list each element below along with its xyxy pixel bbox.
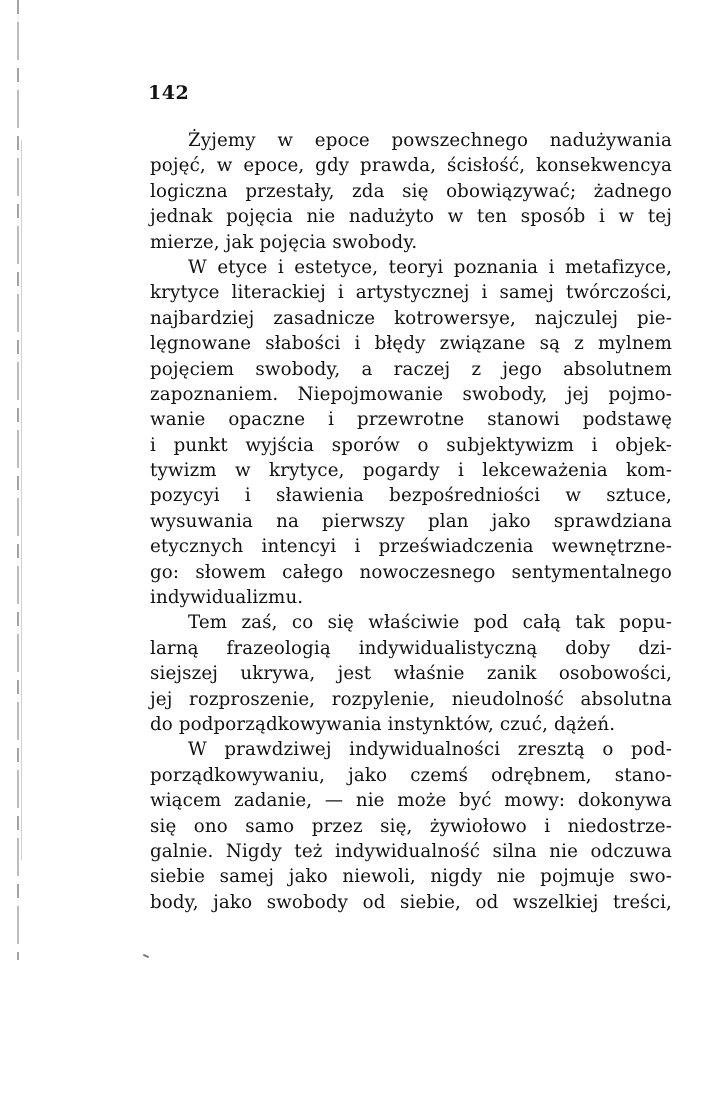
text-line: najbardziej zasadnicze kotrowersye, najczulej pie- — [150, 307, 672, 329]
text-line: siejszej ukrywa, jest właśnie zanik osobowości, — [150, 663, 672, 685]
text-line: wysuwania na pierwszy plan jako sprawdziana — [150, 510, 672, 532]
text-line: W etyce i estetyce, teoryi poznania i metafizyce, — [188, 256, 672, 278]
text-line: się ono samo przez się, żywiołowo i niedostrze- — [150, 815, 672, 837]
text-line: wiącem zadanie, — nie może być mowy: dokonywa — [150, 790, 672, 812]
text-line: porządkowywaniu, jako czemś odrębnem, stano- — [150, 764, 672, 786]
text-line: zapoznaniem. Niepojmowanie swobody, jej pojmo- — [150, 383, 672, 405]
text-line: go: słowem całego nowoczesnego sentymentalnego — [150, 561, 672, 583]
text-line: krytyce literackiej i artystycznej i samej twórczości, — [150, 282, 672, 304]
text-line: larną frazeologią indywidualistyczną doby dzi- — [150, 637, 672, 659]
scan-speck — [143, 954, 149, 958]
text-line: W prawdziwej indywidualności zresztą o pod- — [188, 739, 672, 761]
text-line: logiczna przestały, zda się obowiązywać; żadnego — [150, 180, 672, 202]
scan-gutter-edge — [17, 0, 19, 960]
text-line: mierze, jak pojęcia swobody. — [150, 231, 418, 253]
text-line: siebie samej jako niewoli, nigdy nie pojmuje swo- — [150, 866, 672, 888]
text-line: indywidualizmu. — [150, 587, 304, 609]
body-text — [150, 128, 672, 915]
text-line: lęgnowane słabości i błędy związane są z mylnem — [150, 333, 672, 355]
text-line: wanie opaczne i przewrotne stanowi podstawę — [150, 409, 672, 431]
scan-gutter-line — [21, 140, 22, 860]
text-line: Tem zaś, co się właściwie pod całą tak popu- — [188, 612, 672, 634]
page-number: 142 — [148, 82, 190, 104]
text-line: do podporządkowywania instynktów, czuć, dążeń. — [150, 713, 616, 735]
text-line: tywizm w krytyce, pogardy i lekceważenia kom- — [150, 460, 672, 482]
text-line: galnie. Nigdy też indywidualność silna nie odczuwa — [150, 840, 672, 862]
text-line: jednak pojęcia nie nadużyto w ten sposób i w tej — [150, 206, 672, 228]
text-line: Żyjemy w epoce powszechnego nadużywania — [188, 130, 672, 151]
text-line: jej rozproszenie, rozpylenie, nieudolność absolutna — [150, 688, 672, 710]
text-line: i punkt wyjścia sporów o subjektywizm i objek- — [150, 434, 672, 456]
text-line: pojęciem swobody, a raczej z jego absolutnem — [150, 358, 672, 380]
text-line: etycznych intencyi i przeświadczenia wewnętrzne- — [150, 536, 672, 558]
text-line: pozycyi i sławienia bezpośredniości w sztuce, — [150, 485, 672, 507]
text-line: body, jako swobody od siebie, od wszelkiej treści, — [150, 891, 672, 913]
text-line: pojęć, w epoce, gdy prawda, ścisłość, konsekwencya — [150, 155, 672, 177]
